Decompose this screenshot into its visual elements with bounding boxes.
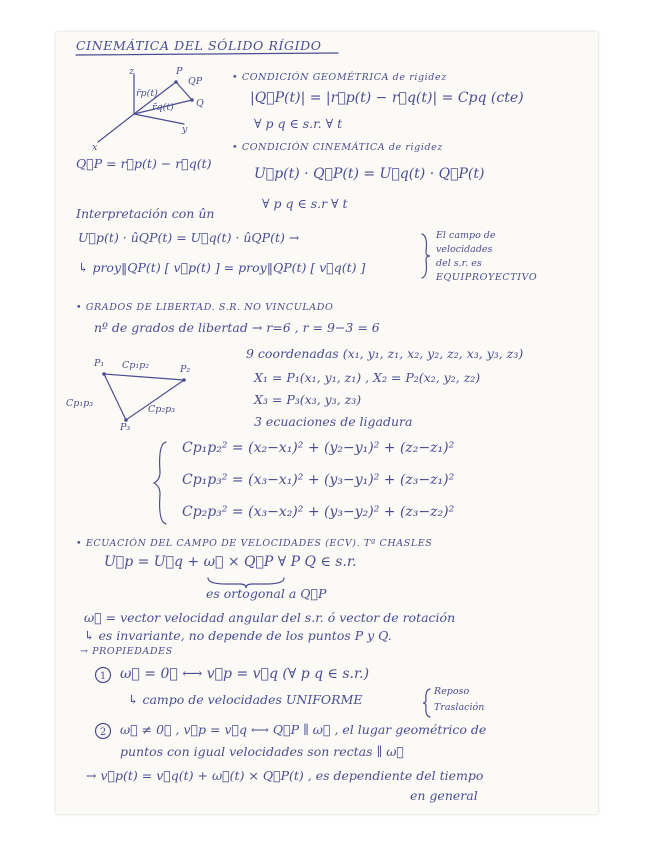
property-1-translation: Traslación — [434, 702, 485, 713]
axis-x-label: x — [92, 142, 98, 153]
point-q-label: Q — [196, 98, 204, 109]
geometric-condition-heading: • CONDICIÓN GEOMÉTRICA de rigidez — [232, 72, 447, 83]
constraint-equation-3: Cp₂p₃² = (x₃−x₂)² + (y₃−y₂)² + (z₃−z₂)² — [182, 504, 455, 520]
point-p-label: P — [176, 66, 183, 77]
page-title: CINEMÁTICA DEL SÓLIDO RÍGIDO — [76, 38, 322, 53]
p1-label: P₁ — [94, 358, 105, 369]
x-axis-line — [98, 114, 134, 142]
nine-coordinates: 9 coordenadas (x₁, y₁, z₁, x₂, y₂, z₂, x₃, y₃, z₃) — [246, 346, 524, 361]
kinematic-condition-heading: • CONDICIÓN CINEMÁTICA de rigidez — [232, 142, 444, 153]
constraint-equation-1: Cp₁p₂² = (x₂−x₁)² + (y₂−y₁)² + (z₂−z₁)² — [182, 440, 455, 456]
point-x3: X₃ = P₃(x₃, y₃, z₃) — [254, 392, 362, 407]
property-2-line-1: ω⃗ ≠ 0⃗ , v⃗p = v⃗q ⟷ Q⃗P ∥ ω⃗ , el lugar geométrico de — [120, 722, 487, 737]
equiprojective-note-line-4: EQUIPROYECTIVO — [436, 272, 538, 283]
interpretation-brace — [420, 232, 432, 280]
interpretation-equation-2: ↳ proy‖QP(t) [ v⃗p(t) ] = proy‖QP(t) [ v⃗q(t) ] — [78, 260, 366, 275]
p2-label: P₂ — [180, 364, 191, 375]
kinematic-condition-forall: ∀ p q ∈ s.r ∀ t — [262, 196, 348, 211]
c12-label: Cp₁p₂ — [122, 360, 150, 371]
degrees-of-freedom-count: nº de grados de libertad → r=6 , r = 9−3 = 6 — [94, 320, 380, 335]
p3-label: P₃ — [120, 422, 131, 433]
equiprojective-note-line-2: velocidades — [436, 244, 493, 255]
y-axis-line — [134, 114, 184, 124]
property-2-line-3: → v⃗p(t) = v⃗q(t) + ω⃗(t) × Q⃗P(t) , es dependiente del tiempo — [86, 768, 484, 783]
geometric-condition-forall: ∀ p q ∈ s.r. ∀ t — [254, 116, 343, 131]
property-1-equation: ω⃗ = 0⃗ ⟷ v⃗p = v⃗q (∀ p q ∈ s.r.) — [120, 666, 370, 682]
point-p-dot — [174, 80, 178, 84]
degrees-of-freedom-heading: • GRADOS DE LIBERTAD. S.R. NO VINCULADO — [76, 302, 334, 313]
chasles-equation: U⃗p = U⃗q + ω⃗ × Q⃗P ∀ P Q ∈ s.r. — [104, 554, 357, 570]
geometric-condition-equation: |Q⃗P(t)| = |r⃗p(t) − r⃗q(t)| = Cpq (cte) — [250, 90, 524, 106]
equiprojective-note-line-1: El campo de — [436, 230, 496, 241]
svg-text:2: 2 — [99, 727, 107, 738]
interpretation-equation-1: U⃗p(t) · ûQP(t) = U⃗q(t) · ûQP(t) → — [78, 230, 300, 245]
constraint-brace — [152, 440, 172, 526]
title-underline — [56, 32, 598, 52]
axis-z-label: z — [129, 66, 135, 77]
svg-text:1: 1 — [99, 671, 107, 682]
orthogonal-note: es ortogonal a Q⃗P — [206, 586, 327, 601]
property-1-brace — [422, 688, 432, 718]
interpretation-heading: Interpretación con ûn — [76, 206, 215, 221]
properties-heading: → PROPIEDADES — [80, 646, 173, 657]
c23-label: Cp₂p₃ — [148, 404, 176, 415]
point-q-dot — [190, 98, 194, 102]
velocity-field-heading: • ECUACIÓN DEL CAMPO DE VELOCIDADES (ECV). Tª CHASLES — [76, 538, 433, 549]
kinematic-condition-equation: U⃗p(t) · Q⃗P(t) = U⃗q(t) · Q⃗P(t) — [254, 166, 485, 182]
property-1-rest: Reposo — [434, 686, 470, 697]
property-2-line-2: puntos con igual velocidades son rectas ∥ ω⃗ — [120, 744, 404, 759]
c13-label: Cp₁p₃ — [66, 398, 94, 409]
notebook-page — [56, 32, 598, 814]
vector-rp-label: r̄p(t) — [136, 88, 158, 99]
omega-definition-line-2: ↳ es invariante, no depende de los puntos P y Q. — [84, 628, 392, 643]
points-x1-x2: X₁ = P₁(x₁, y₁, z₁) , X₂ = P₂(x₂, y₂, z₂) — [254, 370, 481, 385]
p1-dot — [102, 372, 106, 376]
property-1-circle-icon — [94, 666, 112, 684]
equiprojective-note-line-3: del s.r. es — [436, 258, 482, 269]
omega-definition-line-1: ω⃗ = vector velocidad angular del s.r. ó vector de rotación — [84, 610, 456, 625]
property-2-circle-icon — [94, 722, 112, 740]
constraint-equation-2: Cp₁p₃² = (x₃−x₁)² + (y₃−y₁)² + (z₃−z₁)² — [182, 472, 455, 488]
property-1-note: ↳ campo de velocidades UNIFORME — [128, 692, 363, 707]
vector-qp-label: QP — [188, 76, 203, 87]
p2-dot — [182, 378, 186, 382]
axis-y-label: y — [182, 124, 188, 135]
qp-definition: Q⃗P = r⃗p(t) − r⃗q(t) — [76, 156, 212, 171]
property-2-line-4: en general — [410, 788, 478, 803]
constraint-equations-heading: 3 ecuaciones de ligadura — [254, 414, 413, 429]
vector-rq-label: r̄q(t) — [152, 102, 174, 113]
